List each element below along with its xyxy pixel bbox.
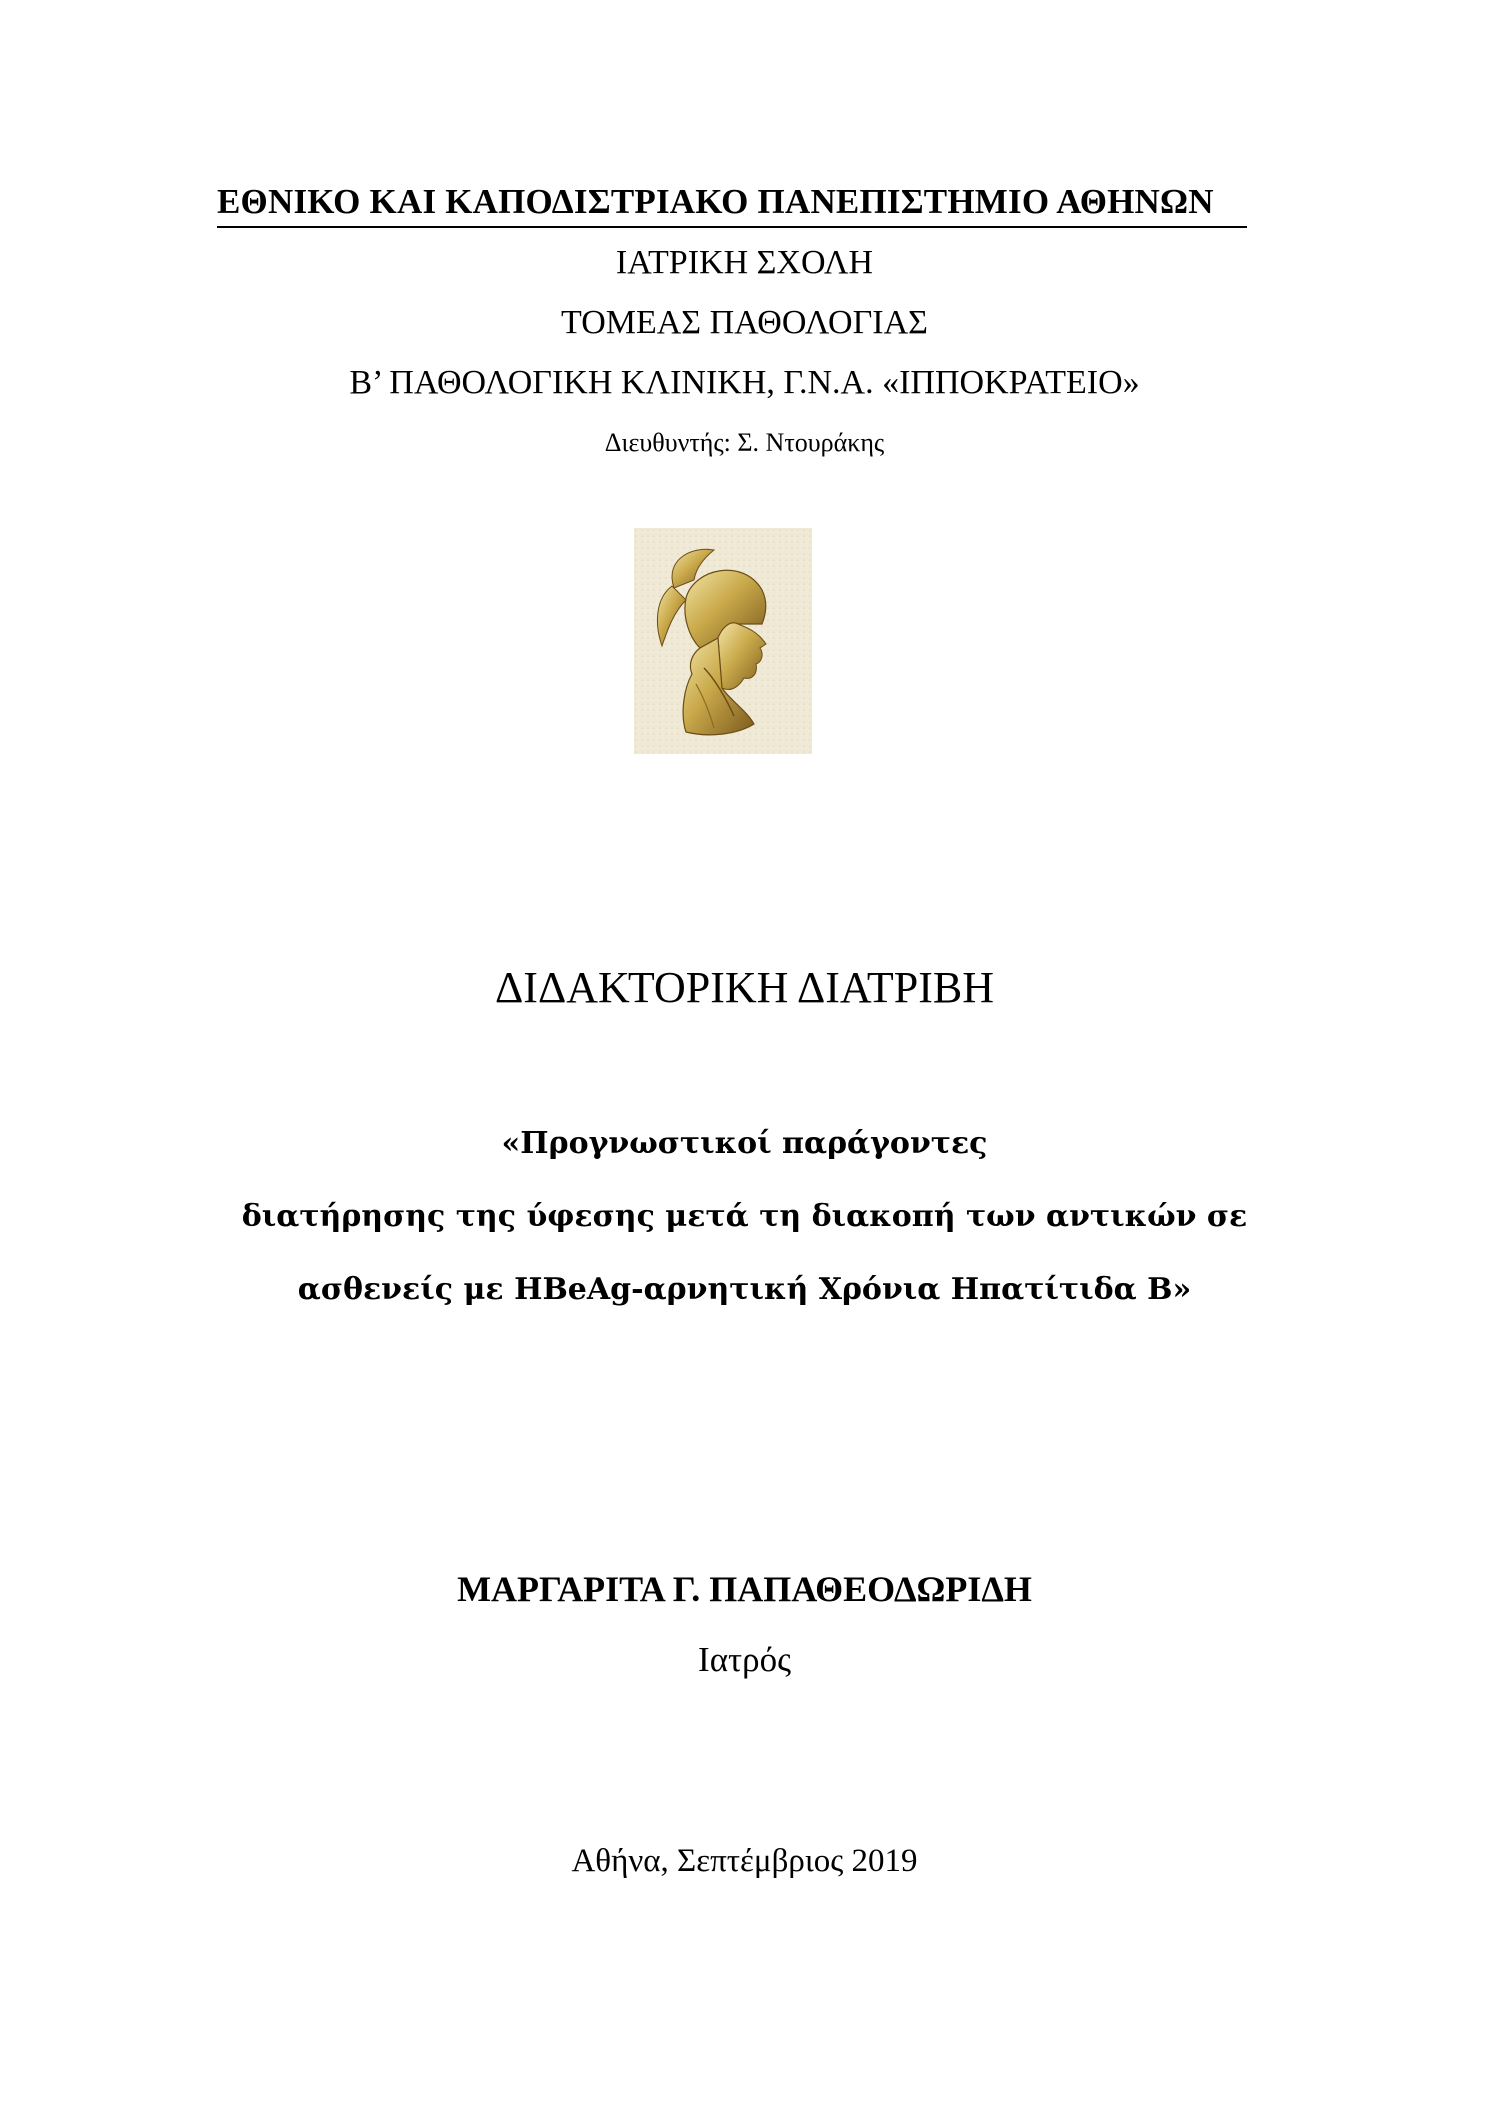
thesis-type: ΔΙΔΑΚΤΟΡΙΚΗ ΔΙΑΤΡΙΒΗ	[495, 963, 994, 1012]
sector-name: ΤΟΜΕΑΣ ΠΑΘΟΛΟΓΙΑΣ	[561, 304, 928, 341]
school-name: ΙΑΤΡΙΚΗ ΣΧΟΛΗ	[615, 244, 874, 281]
university-name: ΕΘΝΙΚΟ ΚΑΙ ΚΑΠΟΔΙΣΤΡΙΑΚΟ ΠΑΝΕΠΙΣΤΗΜΙΟ ΑΘΗΝΩΝ	[217, 182, 1214, 221]
thesis-title-line-3: ασθενείς με HBeAg-αρνητική Χρόνια Ηπατίτιδα Β»	[297, 1272, 1192, 1307]
clinic-name: Β’ ΠΑΘΟΛΟΓΙΚΗ ΚΛΙΝΙΚΗ, Γ.Ν.Α. «ΙΠΠΟΚΡΑΤΕΙΟ»	[349, 364, 1140, 401]
athena-helmet-emblem-icon	[634, 528, 812, 754]
author-name: ΜΑΡΓΑΡΙΤΑ Γ. ΠΑΠΑΘΕΟΔΩΡΙΔΗ	[457, 1569, 1032, 1609]
thesis-title-line-2: διατήρησης της ύφεσης μετά τη διακοπή των αντικών σε	[241, 1199, 1248, 1234]
author-role: Ιατρός	[698, 1640, 791, 1679]
thesis-title-line-1: «Προγνωστικοί παράγοντες	[501, 1126, 988, 1161]
director-name: Διευθυντής: Σ. Ντουράκης	[604, 428, 885, 457]
place-date: Αθήνα, Σεπτέμβριος 2019	[571, 1843, 918, 1879]
university-underline	[217, 226, 1247, 228]
